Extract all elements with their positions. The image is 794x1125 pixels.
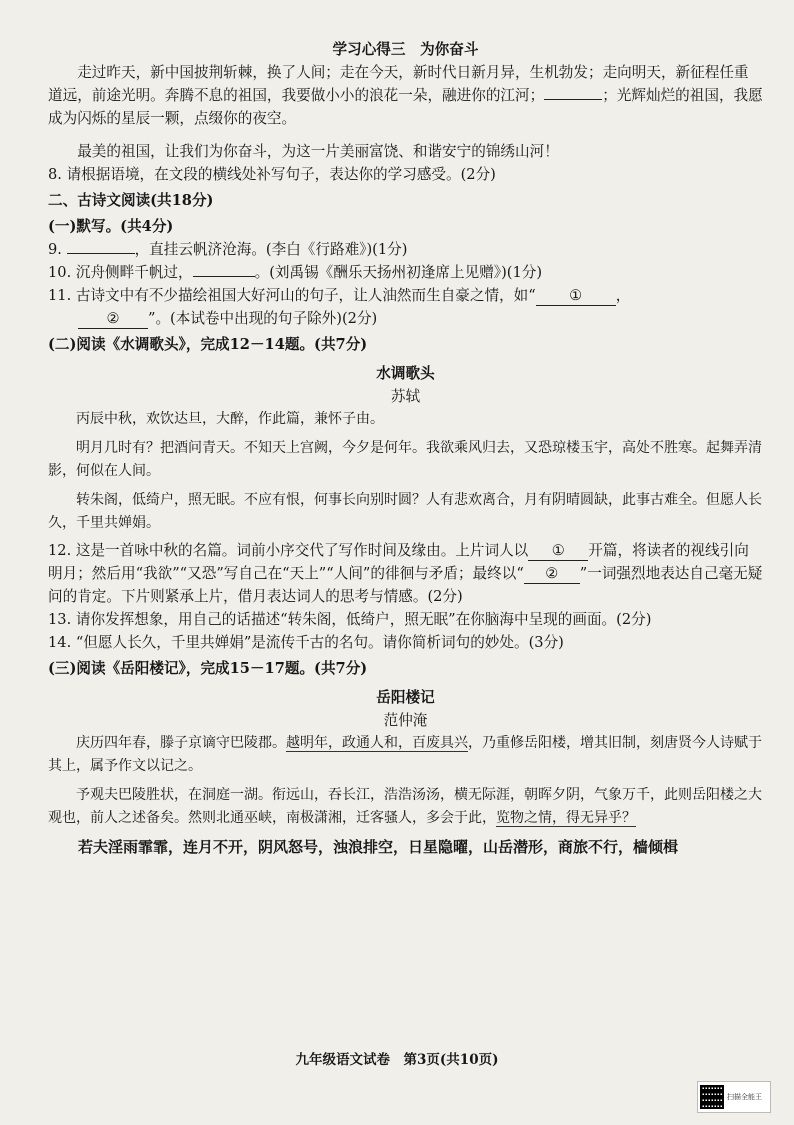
essay-body xyxy=(48,732,763,859)
poem-preface: 丙辰中秋，欢饮达旦，大醉，作此篇，兼怀子由。 xyxy=(76,411,384,427)
poem-stanza-1: 明月几时有？把酒问青天。不知天上宫阙，今夕是何年。我欲乘风归去，又恐琼楼玉宇，高处不胜寒。起舞弄清影，何似在人间。 xyxy=(48,440,762,479)
essay-author: 范仲淹 xyxy=(383,712,428,729)
question-10: 10. 沉舟侧畔千帆过， 。(刘禹锡《酬乐天扬州初逢席上见赠》)(1分) xyxy=(48,264,543,281)
answer-blank-q8[interactable] xyxy=(544,99,602,100)
poem-body xyxy=(48,408,763,535)
underlined-sentence-1: 越明年，政通人和，百废具兴 xyxy=(286,735,468,751)
scanner-watermark xyxy=(697,1081,771,1113)
question-12: 12. 这是一首咏中秋的名篇。词前小序交代了写作时间及缘由。上片词人以 ① 开篇，将读者的视线引向明月；然后用“我欲”“又恐”写自己在“天上”“人间”的徘徊与矛盾；最终以“ ② ”一词强烈地表达自己毫无疑问的肯定。下片则紧承上片，借月表达词人的思考与情感。(2分) xyxy=(48,542,763,605)
subsection-3-heading: (三)阅读《岳阳楼记》，完成15－17题。(共7分) xyxy=(48,660,368,677)
poem-stanza-2: 转朱阁，低绮户，照无眠。不应有恨，何事长向别时圆？人有悲欢离合，月有阴晴圆缺，此事古难全。但愿人长久，千里共婵娟。 xyxy=(48,492,762,531)
section-2-heading: 二、古诗文阅读(共18分) xyxy=(48,192,214,209)
reading-title: 学习心得三 为你奋斗 xyxy=(332,41,479,58)
scanner-label: 扫描全能王 xyxy=(727,1093,762,1101)
essay-para-3: 若夫淫雨霏霏，连月不开，阴风怒号，浊浪排空，日星隐曜，山岳潜形，商旅不行，樯倾楫 xyxy=(78,838,679,856)
answer-blank-q9[interactable] xyxy=(67,253,135,254)
question-11: 11. 古诗文中有不少描绘祖国大好河山的句子，让人油然而生自豪之情，如“ ① ， ② ”。(本试卷中出现的句子除外)(2分) xyxy=(48,287,631,327)
essay-para-1: 庆历四年春，滕子京谪守巴陵郡。越明年，政通人和，百废具兴，乃重修岳阳楼，增其旧制，刻唐贤今人诗赋于其上，属予作文以记之。 xyxy=(48,735,762,774)
answer-blank-q11-1[interactable]: ① xyxy=(536,287,616,306)
question-8: 8. 请根据语境，在文段的横线处补写句子，表达你的学习感受。(2分) xyxy=(48,166,496,183)
essay-title: 岳阳楼记 xyxy=(376,689,435,706)
subsection-1-heading: (一)默写。(共4分) xyxy=(48,218,174,235)
poem-author: 苏轼 xyxy=(390,388,421,405)
reading-para-2: 最美的祖国，让我们为你奋斗，为这一片美丽富饶、和谐安宁的锦绣山河！ xyxy=(77,143,559,160)
answer-blank-q12-2[interactable]: ② xyxy=(524,565,580,584)
poem-title: 水调歌头 xyxy=(376,365,435,382)
reading-para-1: 走过昨天，新中国披荆斩棘，换了人间；走在今天，新时代日新月异，生机勃发；走向明天，新征程任重道远，前途光明。奔腾不息的祖国，我要做小小的浪花一朵，融进你的江河； ；光辉灿烂的祖国，我愿成为闪烁的星辰一颗，点缀你的夜空。 xyxy=(48,64,763,127)
answer-blank-q10[interactable] xyxy=(193,276,255,277)
answer-blank-q12-1[interactable]: ① xyxy=(528,542,588,561)
question-13: 13. 请你发挥想象，用自己的话描述“转朱阁，低绮户，照无眠”在你脑海中呈现的画面。(2分) xyxy=(48,611,652,628)
question-14: 14. “但愿人长久，千里共婵娟”是流传千古的名句。请你简析词句的妙处。(3分) xyxy=(48,634,564,651)
qr-code-icon xyxy=(700,1085,724,1109)
answer-blank-q11-2[interactable]: ② xyxy=(78,310,148,329)
exam-page xyxy=(48,38,763,859)
essay-para-2: 予观夫巴陵胜状，在洞庭一湖。衔远山，吞长江，浩浩汤汤，横无际涯，朝晖夕阴，气象万千，此则岳阳楼之大观也，前人之述备矣。然则北通巫峡，南极潇湘，迁客骚人，多会于此，览物之情，得无异乎？ xyxy=(48,787,762,826)
subsection-2-heading: (二)阅读《水调歌头》，完成12－14题。(共7分) xyxy=(48,336,368,353)
underlined-sentence-2: 览物之情，得无异乎？ xyxy=(496,810,636,826)
page-footer: 九年级语文试卷 第3页(共10页) xyxy=(295,1052,499,1068)
question-9: 9. ，直挂云帆济沧海。(李白《行路难》)(1分) xyxy=(48,241,408,258)
